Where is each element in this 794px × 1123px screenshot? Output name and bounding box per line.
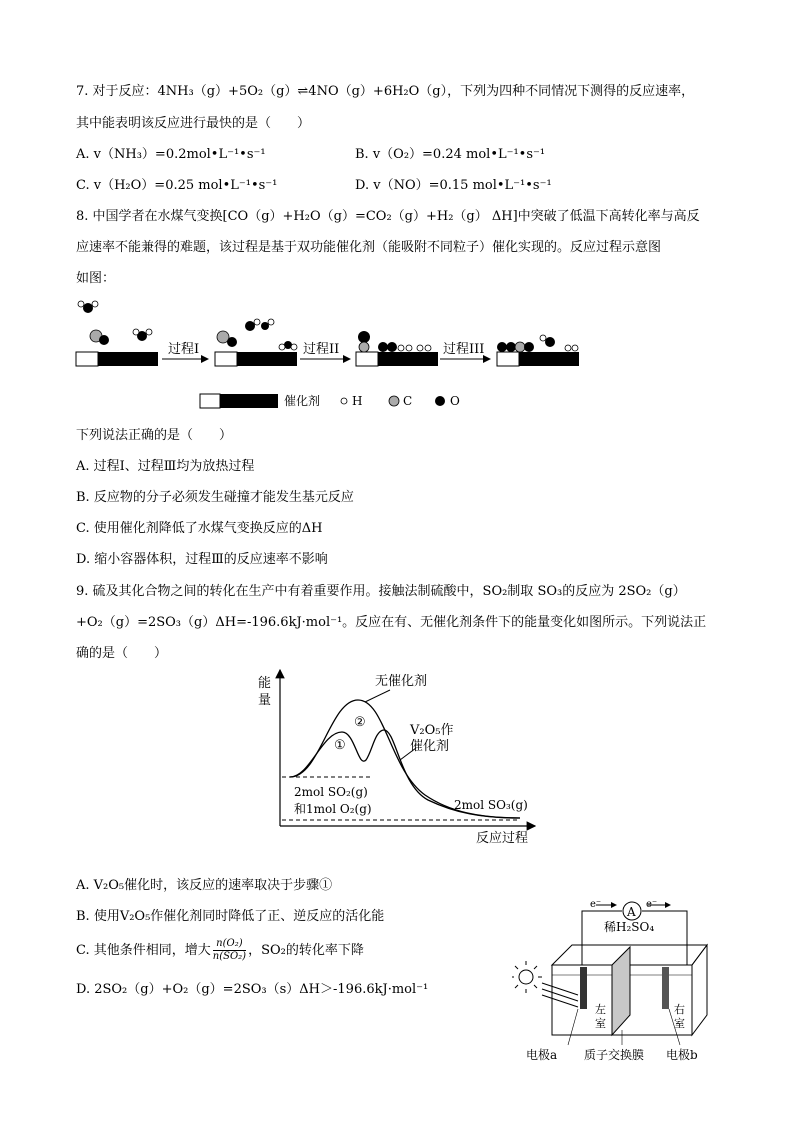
electrode-b-label: 电极b [666,1048,698,1062]
water-molecule-icon [78,301,98,313]
q8-ask: 下列说法正确的是（ ） [76,428,233,443]
q7-stem-line2: 其中能表明该反应进行最快的是（ ） [76,116,311,131]
electron-label-left: e⁻ [590,899,602,910]
q9-option-c [76,936,364,966]
product-label: 2mol SO₃(g) [454,798,528,812]
process-3-label: 过程III [443,342,485,357]
q8-option-c: C. 使用催化剂降低了水煤气变换反应的ΔH [76,521,323,536]
reactant-label-1: 2mol SO₂(g) [294,785,368,799]
carbon-atom-icon [389,396,399,406]
catalyst-stage-3 [497,335,579,366]
light-ray-1 [542,983,578,995]
photoelectrochemical-cell-diagram [512,895,712,1065]
pointer-electrode-a [568,1009,578,1045]
y-label-2: 量 [258,693,272,708]
oxygen-atom-icon [435,396,445,406]
reactant-label-2: 和1mol O₂(g) [294,802,372,816]
legend-h-label: H [352,394,363,408]
q9-stem-line3: 确的是（ ） [76,646,168,661]
legend-catalyst-label: 催化剂 [284,394,321,408]
q9-option-a: A. V₂O₅催化时，该反应的速率取决于步骤① [76,878,333,893]
light-ray-2 [542,989,578,1001]
q9-option-b: B. 使用V₂O₅作催化剂同时降低了正、逆反应的活化能 [76,909,385,924]
proton-exchange-membrane [612,947,630,1035]
membrane-label: 质子交换膜 [584,1048,645,1062]
q7-option-d: D. v（NO）=0.15 mol•L⁻¹•s⁻¹ [355,178,552,193]
light-ray-3 [542,995,578,1007]
catalyst-stage-1 [215,319,297,366]
q8-stem-line2: 应速率不能兼得的难题，该过程是基于双功能催化剂（能吸附不同粒子）催化实现的。反应过程示意图 [76,240,662,255]
legend-c-label: C [403,394,413,408]
q8-option-d: D. 缩小容器体积，过程Ⅲ的反应速率不影响 [76,552,328,567]
q8-option-b: B. 反应物的分子必须发生碰撞才能发生基元反应 [76,490,354,505]
electrode-a-label: 电极a [526,1048,558,1062]
q7-option-b: B. v（O₂）=0.24 mol•L⁻¹•s⁻¹ [355,147,546,162]
q8-reaction-diagram [70,292,590,414]
q8-stem-line1: 8. 中国学者在水煤气变换[CO（g）+H₂O（g）=CO₂（g）+H₂（g） ΔH]中突破了低温下高转化率与高反 [76,209,700,224]
cell-side-face [692,945,707,1035]
ratio-numerator: n(O₂) [213,938,246,951]
q7-option-a: A. v（NH₃）=0.2mol•L⁻¹•s⁻¹ [76,147,266,162]
ratio-fraction [213,938,246,963]
q9-stem-line1: 9. 硫及其化合物之间的转化在生产中有着重要作用。接触法制硫酸中，SO₂制取 SO₃的反应为 2SO₂（g） [76,584,686,599]
ammeter-label: A [627,905,636,919]
electrolyte-label: 稀H₂SO₄ [604,920,655,934]
process-2-label: 过程II [303,342,340,357]
catalyst-label-1: V₂O₅作 [410,723,454,738]
right-room-label-1: 右 [674,1003,685,1016]
step-2-marker: ② [354,715,366,730]
x-label: 反应过程 [476,831,529,846]
ratio-denominator: n(SO₂) [212,951,247,962]
y-label-1: 能 [258,676,272,691]
q7-stem-line1: 7. 对于反应：4NH₃（g）+5O₂（g）⇌4NO（g）+6H₂O（g），下列为四种不同情况下测得的反应速率， [76,84,695,99]
q8-stem-line3: 如图： [76,271,116,286]
q8-option-a: A. 过程Ⅰ、过程Ⅲ均为放热过程 [76,459,255,474]
right-room-label-2: 室 [674,1017,685,1030]
legend-o-label: O [450,394,460,408]
electrode-a [580,967,587,1009]
catalyst-stage-0 [76,329,158,366]
q9-option-c-post: ，SO₂的转化率下降 [248,943,364,958]
left-room-label-2: 室 [595,1017,606,1030]
catalyst-label-2: 催化剂 [410,739,450,754]
q9-option-c-pre: C. 其他条件相同，增大 [76,943,211,958]
sun-icon [512,961,542,993]
q9-option-d: D. 2SO₂（g）+O₂（g）=2SO₃（s）ΔH＞-196.6kJ·mol⁻¹ [76,982,429,997]
energy-profile-graph [250,660,550,850]
no-catalyst-pointer [365,690,390,702]
electrode-b [662,967,669,1009]
catalyst-stage-2 [356,331,438,366]
q9-stem-line2: +O₂（g）=2SO₃（g）ΔH=-196.6kJ·mol⁻¹。反应在有、无催化剂条件下的能量变化如图所示。下列说法正 [76,615,707,630]
process-1-label: 过程I [168,342,200,357]
electron-label-right: e⁻ [646,899,658,910]
step-1-marker: ① [334,738,346,753]
diagram-legend [200,393,460,408]
no-catalyst-label: 无催化剂 [375,674,428,689]
hydrogen-atom-icon [341,398,347,404]
q7-option-c: C. v（H₂O）=0.25 mol•L⁻¹•s⁻¹ [76,178,278,193]
left-room-label-1: 左 [595,1003,606,1016]
